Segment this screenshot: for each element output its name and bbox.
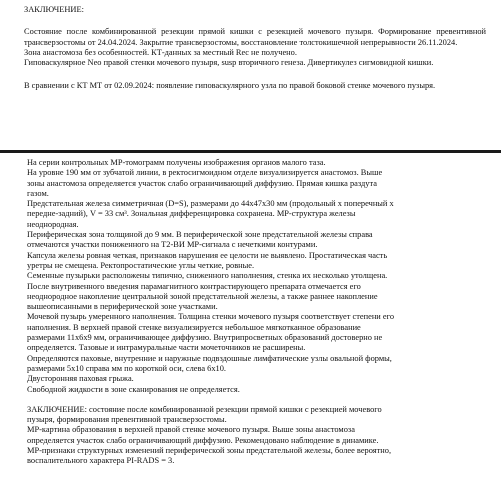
mri-text-line: определяется. Тазовые и интрамуральные части мочеточников не расширены.: [27, 343, 306, 353]
spacer: [24, 68, 486, 81]
spacer: [27, 395, 473, 405]
mri-conclusion-line: ЗАКЛЮЧЕНИЕ: состояние после комбинированной резекции прямой кишки с резекцией мочевого: [27, 404, 382, 414]
mri-text-line: неоднородная.: [27, 219, 79, 229]
mri-text-line: Мочевой пузырь умеренного наполнения. Толщина стенки мочевого пузыря соответствует степени его: [27, 312, 395, 322]
mri-text-line: Свободной жидкости в зоне сканирования не определяется.: [27, 384, 240, 394]
mri-text-line: зоны анастомоза определяется участок слабо ограничивающий диффузию. Прямая кишка раздута: [27, 178, 377, 188]
mri-conclusion-line: пузыря, формирования превентивной трансверзостомы.: [27, 415, 227, 425]
mri-conclusion-line: МР-картина образования в верхней правой стенке мочевого пузыря. Выше зоны анастомоза: [27, 425, 355, 435]
mri-findings: [27, 158, 473, 395]
mri-text-line: На серии контрольных МР-томограмм получены изображения органов малого таза.: [27, 158, 326, 167]
mri-text-line: газом.: [27, 188, 49, 198]
mri-text-line: Двусторонняя паховая грыжа.: [27, 374, 134, 384]
mri-text-line: уретры не смещена. Ректопростатические углы четкие, ровные.: [27, 260, 255, 270]
ct-paragraph-3: Гиповаскулярное Neo правой стенки мочевого пузыря, susp вторичного генеза. Дивертикулез сигмовидной кишки.: [24, 58, 434, 68]
mri-text-line: размерами 5х10 справа мм по короткой оси, слева 6х10.: [27, 363, 227, 373]
mri-conclusion-line: определяется участок слабо ограничивающий диффузию. Рекомендовано наблюдение в динамике.: [27, 435, 379, 445]
mri-text-line: Предстательная железа симметричная (D=S), размерами до 44х47х30 мм (продольный х поперечный х: [27, 199, 394, 209]
ct-paragraph-2: Зона анастомоза без особенностей. КТ-данных за местный Rec не получено.: [24, 47, 297, 57]
mri-text-line: размерами 11х6х9 мм, ограничивающее диффузию. Внутрипросветных образований достоверно не: [27, 333, 383, 343]
mri-text-line: Капсула железы ровная четкая, признаков нарушения ее целости не выявлено. Простатическая часть: [27, 250, 388, 260]
mri-conclusion-line: воспалительного характера PI-RADS = 3.: [27, 456, 175, 466]
mri-text-line: неоднородное накопление центральной зоной предстательной железы, а также раннее накопление: [27, 291, 378, 301]
mri-conclusion-line: МР-признаки структурных изменений периферической зоны предстательной железы, более вероятно,: [27, 446, 392, 456]
mri-text-line: После внутривенного введения парамагнитного контрастирующего препарата отмечается его: [27, 281, 361, 291]
mri-text-line: вышеописанными в периферической зоне участками.: [27, 302, 218, 312]
report-mri-body: [27, 158, 473, 467]
mri-text-line: Периферическая зона толщиной до 9 мм. В периферической зоне предстательной железы справа: [27, 230, 373, 240]
mri-text-line: Определяются паховые, внутренние и наружные подвздошные лимфатические узлы овальной формы,: [27, 353, 392, 363]
ct-paragraph-1: Состояние после комбинированной резекции прямой кишки с резекцией мочевого пузыря. Формирование превентивной трансверзостомы от 24.04.2024. Закрытие трансверзостомы, восстановление толстокишечной непрерывности 26.11.2024.: [24, 27, 486, 47]
conclusion-heading: ЗАКЛЮЧЕНИЕ:: [24, 5, 84, 14]
report-ct-body: [24, 5, 486, 92]
ct-paragraph-4: В сравнении с КТ МТ от 02.09.2024: появление гиповаскулярного узла по правой боковой стенке мочевого пузыря.: [24, 81, 436, 91]
mri-text-line: отмечаются участки пониженного на Т2-ВИ МР-сигнала с нечеткими контурами.: [27, 240, 318, 250]
mri-text-line: На уровне 190 мм от зубчатой линии, в ректосигмоидном отделе визуализируется анастомоз. Выше: [27, 168, 383, 178]
mri-text-line: передне-задний), V = 33 см³. Зональная дифференцировка сохранена. МР-структура железы: [27, 209, 356, 219]
mri-conclusion: [27, 405, 473, 467]
report-section-mri: [0, 153, 501, 500]
mri-text-line: Семенные пузырьки расположены типично, сниженного наполнения, стенка их несколько утолщена.: [27, 271, 388, 281]
mri-text-line: наполнения. В верхней правой стенке визуализируется небольшое мягкотканное образование: [27, 322, 361, 332]
report-section-ct: [0, 0, 501, 148]
